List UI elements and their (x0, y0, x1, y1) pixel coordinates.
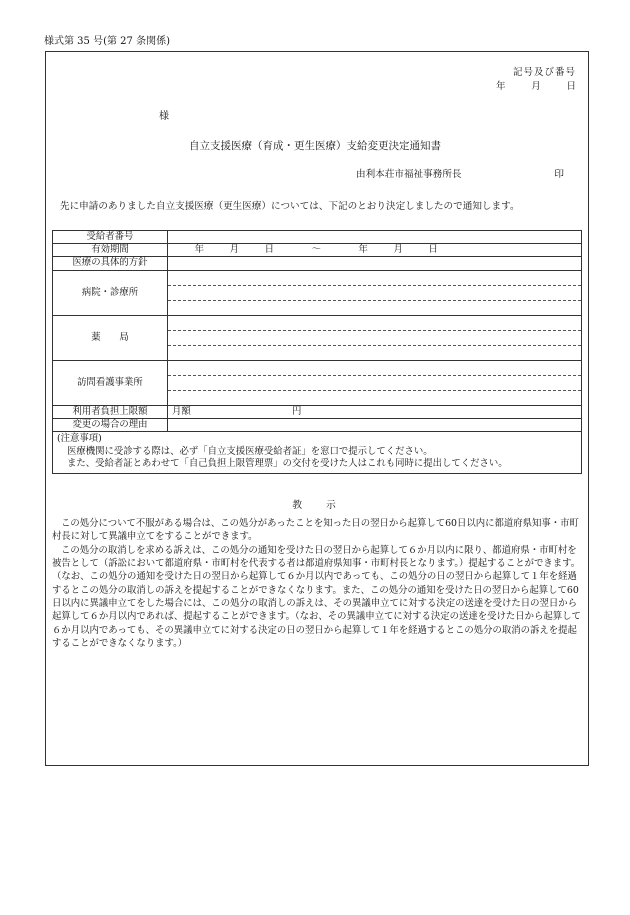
period-start-month: 月 (229, 244, 239, 256)
visiting-nurse-value (168, 360, 582, 405)
dotted-line (168, 345, 581, 346)
table-row (53, 270, 582, 315)
form-number: 様式第 35 号(第 27 条関係) (44, 36, 170, 47)
table-row (53, 360, 582, 405)
table-row (53, 244, 582, 257)
period-start-day: 日 (264, 244, 274, 256)
period-end-month: 月 (393, 244, 403, 256)
date-day: 日 (566, 81, 576, 92)
hospital-label: 病院・診療所 (53, 270, 168, 315)
teaching-heading (0, 500, 630, 513)
notes-line: また、受給者証とあわせて「自己負担上限管理票」の交付を受けた人はこれも同時に提出してください。 (67, 458, 508, 470)
dotted-line (168, 375, 581, 376)
period-end-day: 日 (428, 244, 438, 256)
issuer-name: 由利本荘市福祉事務所長 (356, 169, 462, 180)
copay-limit-label: 利用者負担上限額 (53, 405, 168, 418)
visiting-nurse-label: 訪問看護事業所 (53, 360, 168, 405)
change-reason-label: 変更の場合の理由 (53, 418, 168, 431)
document-title: 自立支援医療（育成・更生医療）支給変更決定通知書 (189, 140, 441, 152)
table-row (53, 405, 582, 418)
date-year: 年 (496, 81, 506, 92)
reference-number-label: 記号及び番号 (512, 67, 576, 78)
teaching-heading-char: 教 (292, 500, 304, 511)
notes-line: 医療機関に受診する際は、必ず「自立支援医療受給者証」を窓口で提示してください。 (67, 445, 433, 457)
period-separator: 〜 (311, 244, 321, 256)
notes-heading: (注意事項) (57, 433, 102, 445)
period-start-year: 年 (194, 244, 204, 256)
monthly-label: 月額 (172, 405, 191, 417)
pharmacy-label: 薬 局 (53, 315, 168, 360)
treatment-plan-label: 医療の具体的方針 (53, 257, 168, 270)
table-row (53, 315, 582, 360)
table-row (53, 418, 582, 431)
addressee-suffix: 様 (159, 111, 169, 122)
teaching-paragraph: この処分の取消しを求める訴えは、この処分の通知を受けた日の翌日から起算して６か月以内に限り、都道府県・市町村を被告として（訴訟において都道府県・市町村を代表する者は都道府県知事・市町村長となります。）提起することができます。（なお、この処分の通知を受けた日の翌日から起算して６か月以内であっても、この処分の日の翌日から起算して１年を経過するとこの処分の取消しの訴えを提起することができなくなります。また、この処分の通知を受けた日の翌日から起算して60日以内に異議申立てをした場合には、この処分の取消しの訴えは、その異議申立てに対する決定の送達を受けた日の翌日から起算して６か月以内であれば、提起することができます。（なお、その異議申立てに対する決定の送達を受けた日から起算して６か月以内であっても、その異議申立てに対する決定の日の翌日から起算して１年を経過するとこの処分の取消の訴えを提起することができなくなります。） (52, 544, 581, 650)
teaching-heading-char: 示 (326, 500, 338, 511)
period-end-year: 年 (358, 244, 368, 256)
pharmacy-value (168, 315, 582, 360)
recipient-number-value (168, 231, 582, 244)
dotted-line (168, 330, 581, 331)
dotted-line (168, 390, 581, 391)
date-month: 月 (531, 81, 541, 92)
notes-box (53, 432, 582, 474)
intro-text: 先に申請のありました自立支援医療（更生医療）については、下記のとおり決定しましたので通知します。 (60, 201, 520, 212)
recipient-number-label: 受給者番号 (53, 231, 168, 244)
teaching-paragraph: この処分について不服がある場合は、この処分があったことを知った日の翌日から起算して60日以内に都道府県知事・市町村長に対して異議申立てをすることができます。 (52, 518, 579, 543)
hospital-value (168, 270, 582, 315)
table-row (53, 231, 582, 244)
validity-label: 有効期間 (53, 244, 168, 257)
table-row (53, 257, 582, 270)
decision-table (52, 230, 582, 474)
table-row (53, 432, 582, 474)
yen-label: 円 (292, 405, 302, 417)
teaching-body (52, 517, 584, 650)
issuer (356, 169, 564, 181)
dotted-line (168, 285, 581, 286)
treatment-plan-value (168, 257, 582, 270)
copay-limit-value (168, 405, 582, 418)
validity-period (168, 244, 582, 257)
dotted-line (168, 300, 581, 301)
seal-mark: 印 (554, 169, 564, 180)
change-reason-value (168, 418, 582, 431)
issue-date (496, 81, 576, 93)
